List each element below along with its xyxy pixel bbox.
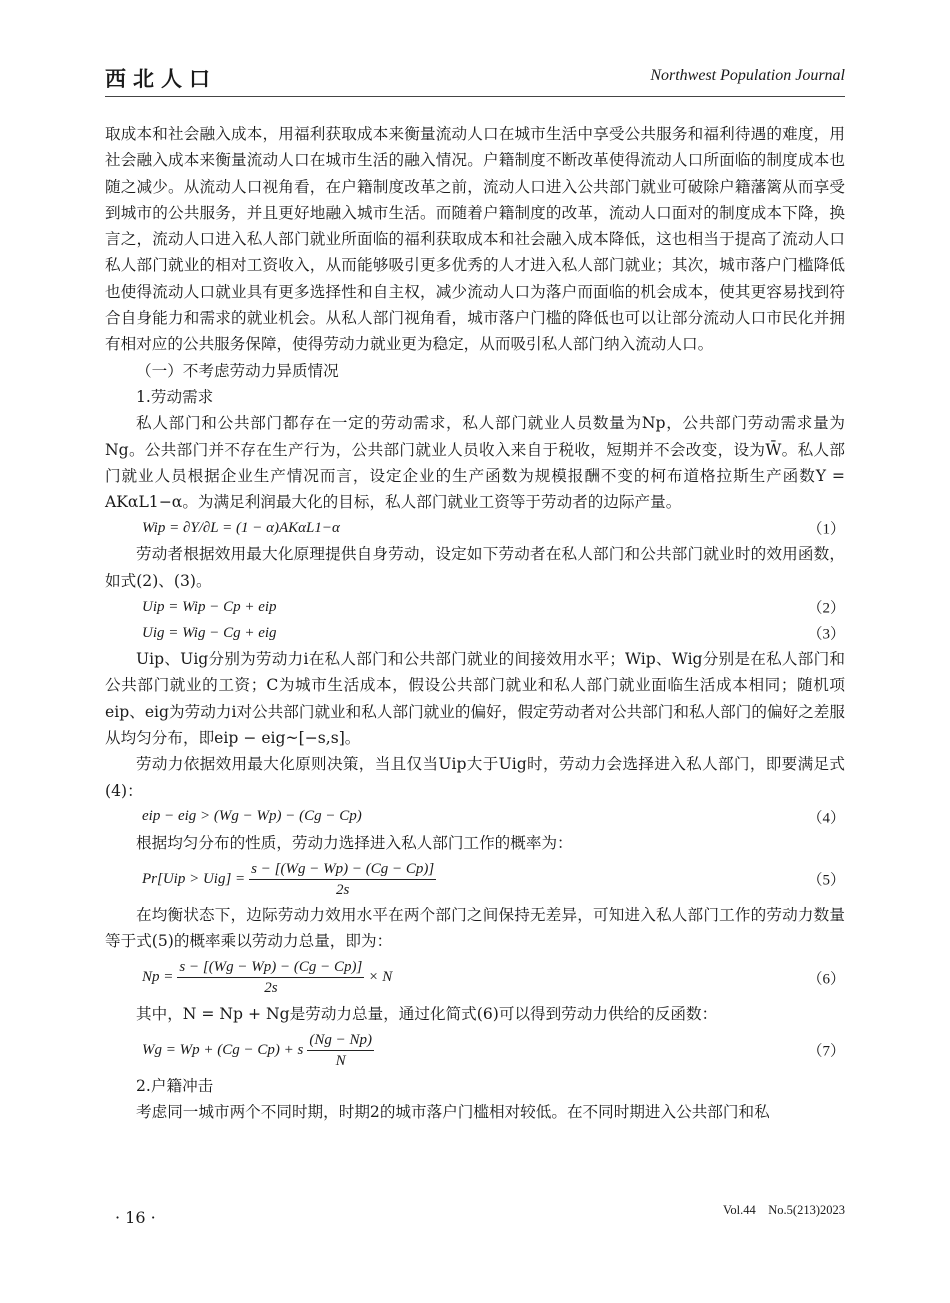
equation-number: （3） [807, 626, 845, 643]
equation-fraction [307, 1031, 374, 1070]
paragraph: 劳动力依据效用最大化原则决策，当且仅当Uip大于Uig时，劳动力会选择进入私人部门，即要满足式(4)： [105, 755, 845, 800]
equation-fraction [249, 860, 436, 899]
journal-brand: 西北人口 [105, 66, 217, 91]
equation-number: （7） [807, 1043, 845, 1060]
equation-lhs: Wg = Wp + (Cg − Cp) + s [142, 1041, 304, 1058]
volume-info: Vol.44 No.5(213)2023 [723, 1203, 845, 1217]
equation-1 [105, 515, 845, 541]
fraction-denominator: 2s [335, 881, 350, 898]
equation-3 [105, 620, 845, 646]
fraction-numerator: s − [(Wg − Wp) − (Cg − Cp)] [177, 958, 364, 978]
equation-2 [105, 594, 845, 620]
equation-lhs: Np = [142, 969, 174, 986]
paragraph: 劳动者根据效用最大化原理提供自身劳动，设定如下劳动者在私人部门和公共部门就业时的效用函数，如式(2)、(3)。 [105, 545, 845, 590]
paragraph: 根据均匀分布的性质，劳动力选择进入私人部门工作的概率为： [136, 833, 573, 852]
section-heading: （一）不考虑劳动力异质情况 [136, 361, 339, 380]
equation-lhs: Pr[Uip > Uig] = [142, 870, 246, 887]
paragraph: 取成本和社会融入成本，用福利获取成本来衡量流动人口在城市生活中享受公共服务和福利待遇的难度，用社会融入成本来衡量流动人口在城市生活的融入情况。户籍制度不断改革使得流动人口所面临的制度成本也随之减少。从流动人口视角看，在户籍制度改革之前，流动人口进入公共部门就业可破除户籍藩篱从而享受到城市的公共服务，并且更好地融入城市生活。而随着户籍制度的改革，流动人口面对的制度成本下降，换言之，流动人口进入私人部门就业所面临的福利获取成本和社会融入成本降低，这也相当于提高了流动人口私人部门就业的相对工资收入，从而能够吸引更多优秀的人才进入私人部门就业；其次，城市落户门槛降低也使得流动人口就业具有更多选择性和自主权，减少流动人口为落户而面临的机会成本，使其更容易找到符合自身能力和需求的就业机会。从私人部门视角看，城市落户门槛的降低也可以让部分流动人口市民化并拥有相对应的公共服务保障，使得劳动力就业更为稳定，从而吸引私人部门纳入流动人口。 [105, 125, 845, 354]
subsection-heading: 2.户籍冲击 [136, 1077, 214, 1096]
equation-fraction [177, 958, 364, 997]
header-rule [105, 96, 845, 97]
page-number: · 16 · [115, 1208, 156, 1227]
fraction-denominator: N [335, 1052, 346, 1069]
paragraph: 其中，N = Np + Ng是劳动力总量，通过化简式(6)可以得到劳动力供给的反函数： [136, 1004, 718, 1023]
paragraph: 考虑同一城市两个不同时期，时期2的城市落户门槛相对较低。在不同时期进入公共部门和私 [136, 1103, 770, 1122]
equation-body: Uig = Wig − Cg + eig [142, 624, 277, 641]
paragraph: 在均衡状态下，边际劳动力效用水平在两个部门之间保持无差异，可知进入私人部门工作的劳动力数量等于式(5)的概率乘以劳动力总量，即为： [105, 906, 845, 951]
equation-7 [105, 1027, 845, 1073]
equation-rhs: × N [368, 969, 393, 986]
subsection-heading: 1.劳动需求 [136, 387, 214, 406]
equation-number: （2） [807, 600, 845, 617]
equation-body: Wip = ∂Y/∂L = (1 − α)AKαL1−α [142, 519, 340, 536]
journal-name: Northwest Population Journal [650, 67, 845, 84]
equation-body: Uip = Wip − Cp + eip [142, 598, 277, 615]
fraction-denominator: 2s [264, 980, 278, 997]
equation-4 [105, 804, 845, 830]
fraction-numerator: s − [(Wg − Wp) − (Cg − Cp)] [249, 860, 436, 880]
fraction-numerator: (Ng − Np) [307, 1031, 374, 1051]
paragraph: Uip、Uig分别为劳动力i在私人部门和公共部门就业的间接效用水平；Wip、Wig分别是在私人部门和公共部门就业的工资；C为城市生活成本，假设公共部门就业和私人部门就业面临生活成本相同；随机项eip、eig为劳动力i对公共部门就业和私人部门就业的偏好，假定劳动者对公共部门和私人部门的偏好之差服从均匀分布，即eip − eig~[−s,s]。 [105, 650, 845, 747]
equation-number: （1） [807, 521, 845, 538]
equation-number: （6） [807, 971, 845, 988]
equation-5 [105, 856, 845, 902]
page-header [105, 63, 845, 93]
equation-number: （4） [807, 810, 845, 827]
equation-number: （5） [807, 872, 845, 889]
equation-body: eip − eig > (Wg − Wp) − (Cg − Cp) [142, 808, 362, 825]
article-body [105, 121, 845, 1126]
equation-6 [105, 955, 845, 1001]
paragraph: 私人部门和公共部门都存在一定的劳动需求，私人部门就业人员数量为Np，公共部门劳动需求量为Ng。公共部门并不存在生产行为，公共部门就业人员收入来自于税收，短期并不会改变，设为W̄。私人部门就业人员根据企业生产情况而言，设定企业的生产函数为规模报酬不变的柯布道格拉斯生产函数Y = AKαL1−α。为满足利润最大化的目标，私人部门就业工资等于劳动者的边际产量。 [105, 414, 845, 512]
